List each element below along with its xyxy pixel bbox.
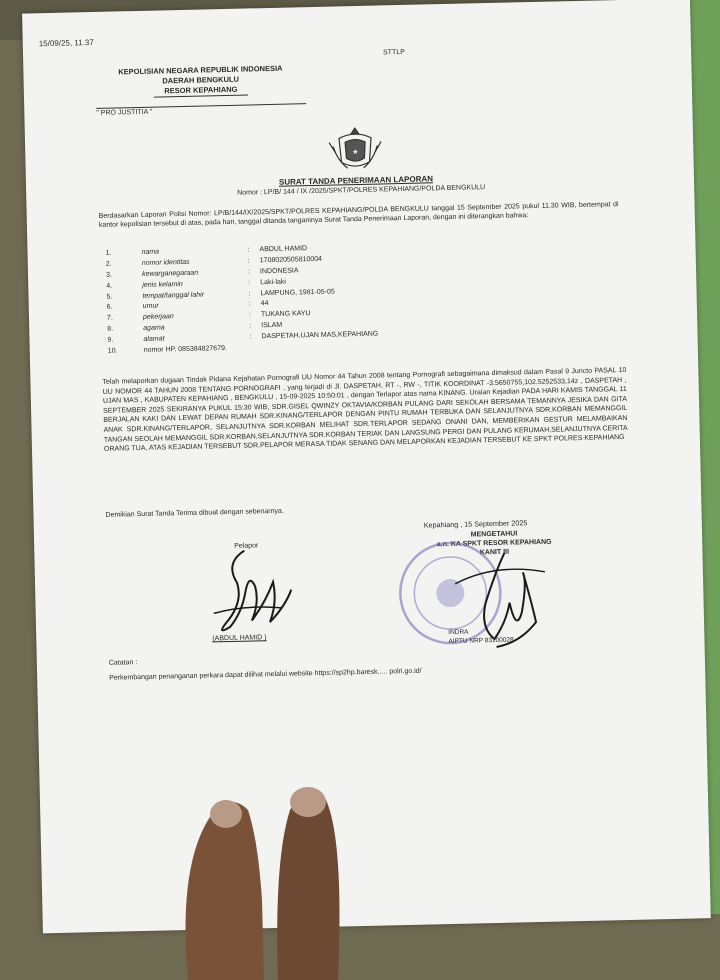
intro-paragraph: Berdasarkan Laporan Polisi Nomor: LP/B/144/IX/2025/SPKT/POLRES KEPAHIANG/POLDA BENGKULU tanggal 15 September 2025 pukul 11.30 WIB, bertempat di kantor kepolisian tersebut di atas, pada hari, tanggal ditanda tanganinya Surat Tanda Penerimaan Laporan, dengan ini diterangkan bahwa: bbox=[98, 201, 619, 230]
identity-label: kewarganegaraan bbox=[141, 269, 199, 278]
reporter-signature bbox=[194, 541, 306, 643]
header-line-1: KEPOLISIAN NEGARA REPUBLIK INDONESIA bbox=[118, 63, 283, 77]
identity-number: 9. bbox=[107, 336, 114, 344]
agency-header bbox=[95, 63, 306, 99]
closing-statement: Demikian Surat Tanda Terima dibuat dengan sebenarnya. bbox=[105, 507, 284, 519]
reporter-label: Pelapor bbox=[234, 542, 259, 550]
identity-colon: : bbox=[249, 322, 252, 330]
identity-value: ABDUL HAMID bbox=[259, 245, 308, 254]
identity-number: 5. bbox=[106, 293, 113, 301]
identity-colon: : bbox=[248, 300, 251, 308]
svg-text:★: ★ bbox=[352, 147, 359, 157]
identity-value: Laki-laki bbox=[260, 278, 287, 286]
header-line-3: RESOR KEPAHIANG bbox=[154, 84, 247, 97]
phone-text: nomor HP. 085384827679. bbox=[143, 345, 227, 354]
identity-number: 8. bbox=[107, 325, 114, 333]
identity-colon: : bbox=[248, 279, 251, 287]
identity-number: 6. bbox=[106, 304, 113, 312]
timestamp: 15/09/25, 11.37 bbox=[38, 37, 94, 49]
document-number: Nomor : LP/B/ 144 / IX /2025/SPKT/POLRES KEPAHIANG/POLDA BENGKULU bbox=[237, 184, 486, 197]
identity-colon: : bbox=[248, 311, 252, 319]
header-divider bbox=[96, 103, 306, 109]
identity-colon: : bbox=[247, 268, 251, 276]
identity-value: LAMPUNG, 1981-05-05 bbox=[260, 288, 335, 297]
identity-label: tempat/tanggal lahir bbox=[142, 291, 205, 300]
identity-number: 1. bbox=[105, 249, 112, 257]
officer-rank: AIPTU NRP 83100028 bbox=[448, 636, 514, 646]
identity-label: pekerjaan bbox=[142, 313, 174, 322]
mengetahui-line-3: KANIT III bbox=[479, 548, 510, 557]
report-paper bbox=[22, 0, 711, 933]
identity-value: ISLAM bbox=[261, 321, 283, 330]
identity-table bbox=[99, 241, 501, 359]
identity-number: 7. bbox=[106, 314, 113, 323]
notes-label: Catatan : bbox=[108, 659, 138, 667]
identity-label: jenis kelamin bbox=[142, 280, 183, 289]
mengetahui-line-1: MENGETAHUI bbox=[470, 530, 518, 539]
identity-number: 4. bbox=[106, 282, 113, 290]
finger-holding-paper bbox=[178, 780, 358, 980]
police-emblem-icon bbox=[325, 123, 386, 174]
identity-value: 1708020505810004 bbox=[259, 255, 323, 265]
document-title: SURAT TANDA PENERIMAAN LAPORAN bbox=[278, 174, 434, 187]
identity-colon: : bbox=[247, 257, 250, 265]
officer-name: INDRA bbox=[448, 628, 469, 637]
identity-colon: : bbox=[249, 333, 252, 341]
identity-label: agama bbox=[143, 324, 165, 333]
identity-label: nama bbox=[141, 248, 160, 256]
identity-colon: : bbox=[248, 290, 251, 298]
notes-text: Perkembangan penanganan perkara dapat dilihat melalui website https://sp2hp.baresk..... polri.go.id/ bbox=[109, 667, 422, 682]
narrative-paragraph: Telah melaporkan dugaan Tindak Pidana Kejahatan Pornografi UU Nomor 44 Tahun 2008 tentang Pornografi sebagaimana dimaksud dalam Pasal 9 Juncto PASAL 10 UU NOMOR 44 TAHUN 2008 TENTANG PORNOGRAFI , yang terjadi di Jl. DASPETAH, RT -, RW -, TITIK KOORDINAT -3.5650755,102.5252533,14z , DASPETAH , UJAN MAS , KABUPATEN KEPAHIANG , BENGKULU , 15-09-2025 10:50:01 , dengan Terlapor atas nama KINANG. Uraian Kejadian PADA HARI KAMIS TANGGAL 11 SEPTEMBER 2025 SEKIRANYA PUKUL 15:30 WIB, SDR.GISEL QWINZY OKTAVIA/KORBAN PULANG DARI SEKOLAH BERSAMA TEMANNYA JESIKA DAN GITA BERJALAN KAKI DAN LEWAT DEPAN RUMAH SDR.KINANG/TERLAPOR DENGAN PINTU RUMAH TERBUKA DAN SELANJUTNYA SDR.KORBAN MEMANGGIL ANAK SDR.KINANG/TERLAPOR, SELANJUTNYA SDR.KORBAN MELIHAT SDR.TERLAPOR SEDANG ONANI DAN, MEMBERIKAN GESTUR MELAMBAIKAN TANGAN SEOLAH MEMANGGIL SDR.KORBAN,SELANJUTNYA SDR.KORBAN TERIAK DAN LANGSUNG PERGI DAN PULANG KERUMAH,SELANJUTNYA CERITA ORANG TUA, ATAS KEJADIAN TERSEBUT SDR.PELAPOR MERASA TIDAK SENANG DAN MELAPORKAN KEJADIAN TERSEBUT KE SPKT POLRES KEPAHIANG bbox=[102, 366, 628, 453]
pro-justitia: " PRO JUSTITIA " bbox=[96, 108, 153, 117]
identity-value: INDONESIA bbox=[259, 267, 299, 276]
identity-value: DASPETAH,UJAN MAS,KEPAHIANG bbox=[261, 330, 379, 341]
reporter-name: (ABDUL HAMID ) bbox=[212, 634, 267, 643]
identity-label: nomor identitas bbox=[141, 258, 190, 267]
identity-colon: : bbox=[247, 246, 250, 254]
identity-number: 10. bbox=[107, 347, 118, 355]
identity-value: 44 bbox=[260, 300, 269, 308]
identity-number: 2. bbox=[105, 260, 112, 268]
document-code: STTLP bbox=[382, 48, 405, 57]
header-line-2: DAERAH BENGKULU bbox=[162, 74, 240, 86]
place-date: Kepahiang , 15 September 2025 bbox=[423, 518, 528, 530]
identity-value: TUKANG KAYU bbox=[260, 310, 311, 319]
mengetahui-line-2: a.n. KA SPKT RESOR KEPAHIANG bbox=[436, 538, 552, 549]
officer-info bbox=[448, 627, 514, 646]
identity-label: alamat bbox=[143, 335, 165, 344]
identity-number: 3. bbox=[105, 271, 112, 279]
identity-label: umur bbox=[142, 303, 159, 311]
